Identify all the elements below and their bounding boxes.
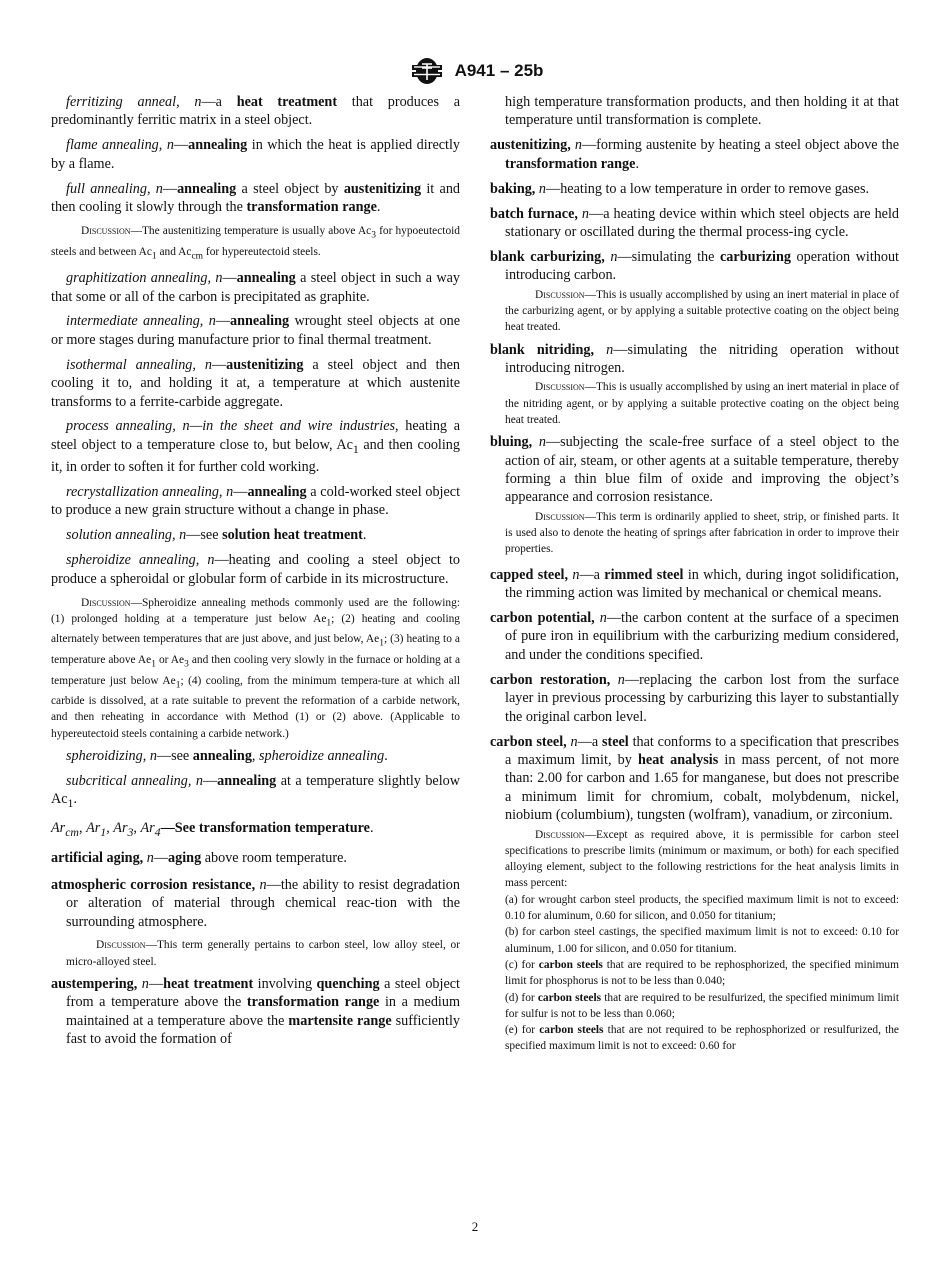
- list-item-b: (b) for carbon steel castings, the specified maximum limit is not to exceed: 0.10 for aluminum, 1.00 for silicon, and 0.050 for titanium.: [505, 926, 899, 955]
- list-item-d: (d) for carbon steels that are required to be resulfurized, the specified minimum limit for sulfur is not to be less than 0.060;: [505, 991, 899, 1020]
- entry-batch-furnace: batch furnace, n—a heating device within which steel objects are held stationary or oscillated during the thermal process-ing cycle.: [490, 205, 899, 240]
- entry-austempering: austempering, n—heat treatment involving quenching a steel object from a temperature above the transformation range in a medium maintained at a temperature above the martensite range sufficiently fast to avoid the formation of: [51, 976, 461, 1048]
- entry-atmospheric-corrosion-resistance: atmospheric corrosion resistance, n—the ability to resist degradation or alteration of material through chemical reac-tion with the surrounding atmosphere.: [51, 876, 460, 930]
- discussion-full-annealing: Discussion—The austenitizing temperature is usually above $Ac_3$ for hypoeutectoid steels and between $Ac_1$ and $Ac_{cm}$ for hypereutectoid steels.: [51, 224, 460, 261]
- entry-baking: baking, n—heating to a low temperature in order to remove gases.: [490, 180, 870, 197]
- page-number: 2: [471, 1219, 479, 1234]
- entry-carbon-steel: carbon steel, n—a steel that conforms to a specification that prescribes a maximum limit, by heat analysis in mass percent, of not more than: 2.00 for carbon and 1.65 for manganese, but does not prescribe a minimum limit for chromium, cobalt, molybdenum, nickel, niobium (columbium), tungsten (wolfram), vanadium, or zirconium.: [490, 733, 899, 824]
- astm-logo-icon: [407, 56, 447, 86]
- entry-artificial-aging: artificial aging, n—aging above room temperature.: [51, 850, 347, 867]
- entry-carbon-potential: carbon potential, n—the carbon content at the surface of a specimen of pure iron in equilibrium with the carburizing medium considered, and under the conditions specified.: [490, 610, 899, 663]
- discussion-bluing: Discussion—This term is ordinarily applied to sheet, strip, or finished parts. It is used also to denote the heating of springs after fabrication in order to improve their properties.: [505, 510, 899, 556]
- page-header: [0, 56, 950, 86]
- entry-spheroidizing: spheroidizing, n—see annealing, spheroidize annealing.: [66, 748, 388, 765]
- entry-process-annealing: process annealing, n—in the sheet and wire industries, heating a steel object to a temperature close to, but below, $Ac_1$ and then cooling it, in order to soften it for further cold working.: [51, 418, 461, 476]
- discussion-atmospheric-corrosion: Discussion—This term generally pertains to carbon steel, low alloy steel, or micro-alloyed steel.: [66, 939, 460, 968]
- discussion-carbon-steel: Discussion—Except as required above, it is permissible for carbon steel specifications to prescribe limits (minimum or maximum, or both) for each specified alloying element, subject to the following restrictions for the heat analysis limits in mass percent:: [505, 828, 899, 890]
- entry-solution-annealing: solution annealing, n—see solution heat treatment.: [66, 527, 367, 544]
- discussion-blank-nitriding: Discussion—This is usually accomplished by using an inert material in place of the nitriding agent, or by applying a suitable protective coating on the object being heat treated.: [505, 381, 899, 426]
- list-item-a: (a) for wrought carbon steel products, the specified maximum limit is not to exceed: 0.10 for aluminum, 0.60 for silicon, and 0.050 for titanium;: [505, 893, 899, 923]
- entry-carbon-restoration: carbon restoration, n—replacing the carbon lost from the surface layer in previous processing by carburizing this layer to substantially the original carbon level.: [490, 671, 900, 725]
- entry-blank-carburizing: blank carburizing, n—simulating the carburizing operation without introducing carbon.: [490, 248, 900, 284]
- entry-bluing: bluing, n—subjecting the scale-free surface of a steel object to the action of air, steam, or other agents at a suitable temperature, thereby forming a thin blue film of oxide and improving the object’s appearance and corrosion resistance.: [490, 434, 900, 506]
- discussion-spheroidize-annealing: Discussion—Spheroidize annealing methods commonly used are the following: (1) prolonged holding at a temperature just below $Ae_1$; (2) heating and cooling alternately between temperatures that are just above, and just below, $Ae_1$; (3) heating to a temperature above $Ae_1$ or $Ae_3$ and then cooling very slowly in the furnace or holding at a temperature just below $Ae_1$; (4) cooling, from the minimum tempera-ture at which all carbide is dissolved, at a rate suitable to prevent the reformation of a carbide network, and then reheating in accordance with Method (1) or (2) above. (Applicable to hypereutectoid steels containing a carbide network.): [51, 596, 461, 740]
- entry-austenitizing: austenitizing, n—forming austenite by heating a steel object above the transformation range.: [490, 137, 900, 172]
- entry-ar-temperatures: $Ar_{cm}$, $Ar_1$, $Ar_3$, $Ar_4—See$ transformation temperature.: [51, 820, 374, 839]
- entry-intermediate-annealing: intermediate annealing, n—annealing wrought steel objects at one or more stages during manufacture prior to final thermal treatment.: [51, 313, 461, 348]
- entry-flame-annealing: flame annealing, n—annealing in which the heat is applied directly by a flame.: [51, 137, 461, 172]
- entry-spheroidize-annealing: spheroidize annealing, n—heating and cooling a steel object to produce a spheroidal or globular form of carbide in its microstructure.: [51, 552, 461, 587]
- entry-blank-nitriding: blank nitriding, n—simulating the nitriding operation without introducing nitrogen.: [490, 341, 900, 376]
- entry-capped-steel: capped steel, n—a rimmed steel in which, during ingot solidification, the rimming action was limited by mechanical or chemical means.: [490, 566, 900, 602]
- entry-full-annealing: full annealing, n—annealing a steel object by austenitizing it and then cooling it slowly through the transformation range.: [51, 180, 461, 216]
- left-column: [51, 93, 460, 1055]
- document-designation: A941 – 25b: [454, 61, 544, 80]
- list-item-e: (e) for carbon steels that are not required to be rephosphorized or resulfurized, the specified maximum limit is not to exceed: 0.60 for: [505, 1024, 899, 1053]
- right-column: [490, 93, 899, 1055]
- austempering-continued: high temperature transformation products, and then holding it at that temperature until transformation is complete.: [505, 94, 899, 129]
- entry-recrystallization-annealing: recrystallization annealing, n—annealing a cold-worked steel object to produce a new grain structure without a change in phase.: [51, 483, 461, 519]
- entry-graphitization-annealing: graphitization annealing, n—annealing a steel object in such a way that some or all of the carbon is precipitated as graphite.: [51, 270, 461, 305]
- entry-subcritical-annealing: subcritical annealing, n—annealing at a temperature slightly below $Ac_1$.: [51, 772, 460, 811]
- entry-isothermal-annealing: isothermal annealing, n—austenitizing a steel object and then cooling it to, and holding it at, a temperature at which austenite transforms to a ferrite-carbide aggregate.: [51, 356, 461, 410]
- entry-ferritizing-anneal: ferritizing anneal, n—a heat treatment that produces a predominantly ferritic matrix in a steel object.: [51, 94, 461, 129]
- list-item-c: (c) for carbon steels that are required to be rephosphorized, the specified minimum limit for phosphorus is not to be less than 0.040;: [505, 958, 899, 988]
- carbon-steel-restrictions-list: [490, 892, 899, 1055]
- discussion-blank-carburizing: Discussion—This is usually accomplished by using an inert material in place of the carburizing agent, or by applying a suitable protective coating on the object being heat treated.: [505, 288, 899, 334]
